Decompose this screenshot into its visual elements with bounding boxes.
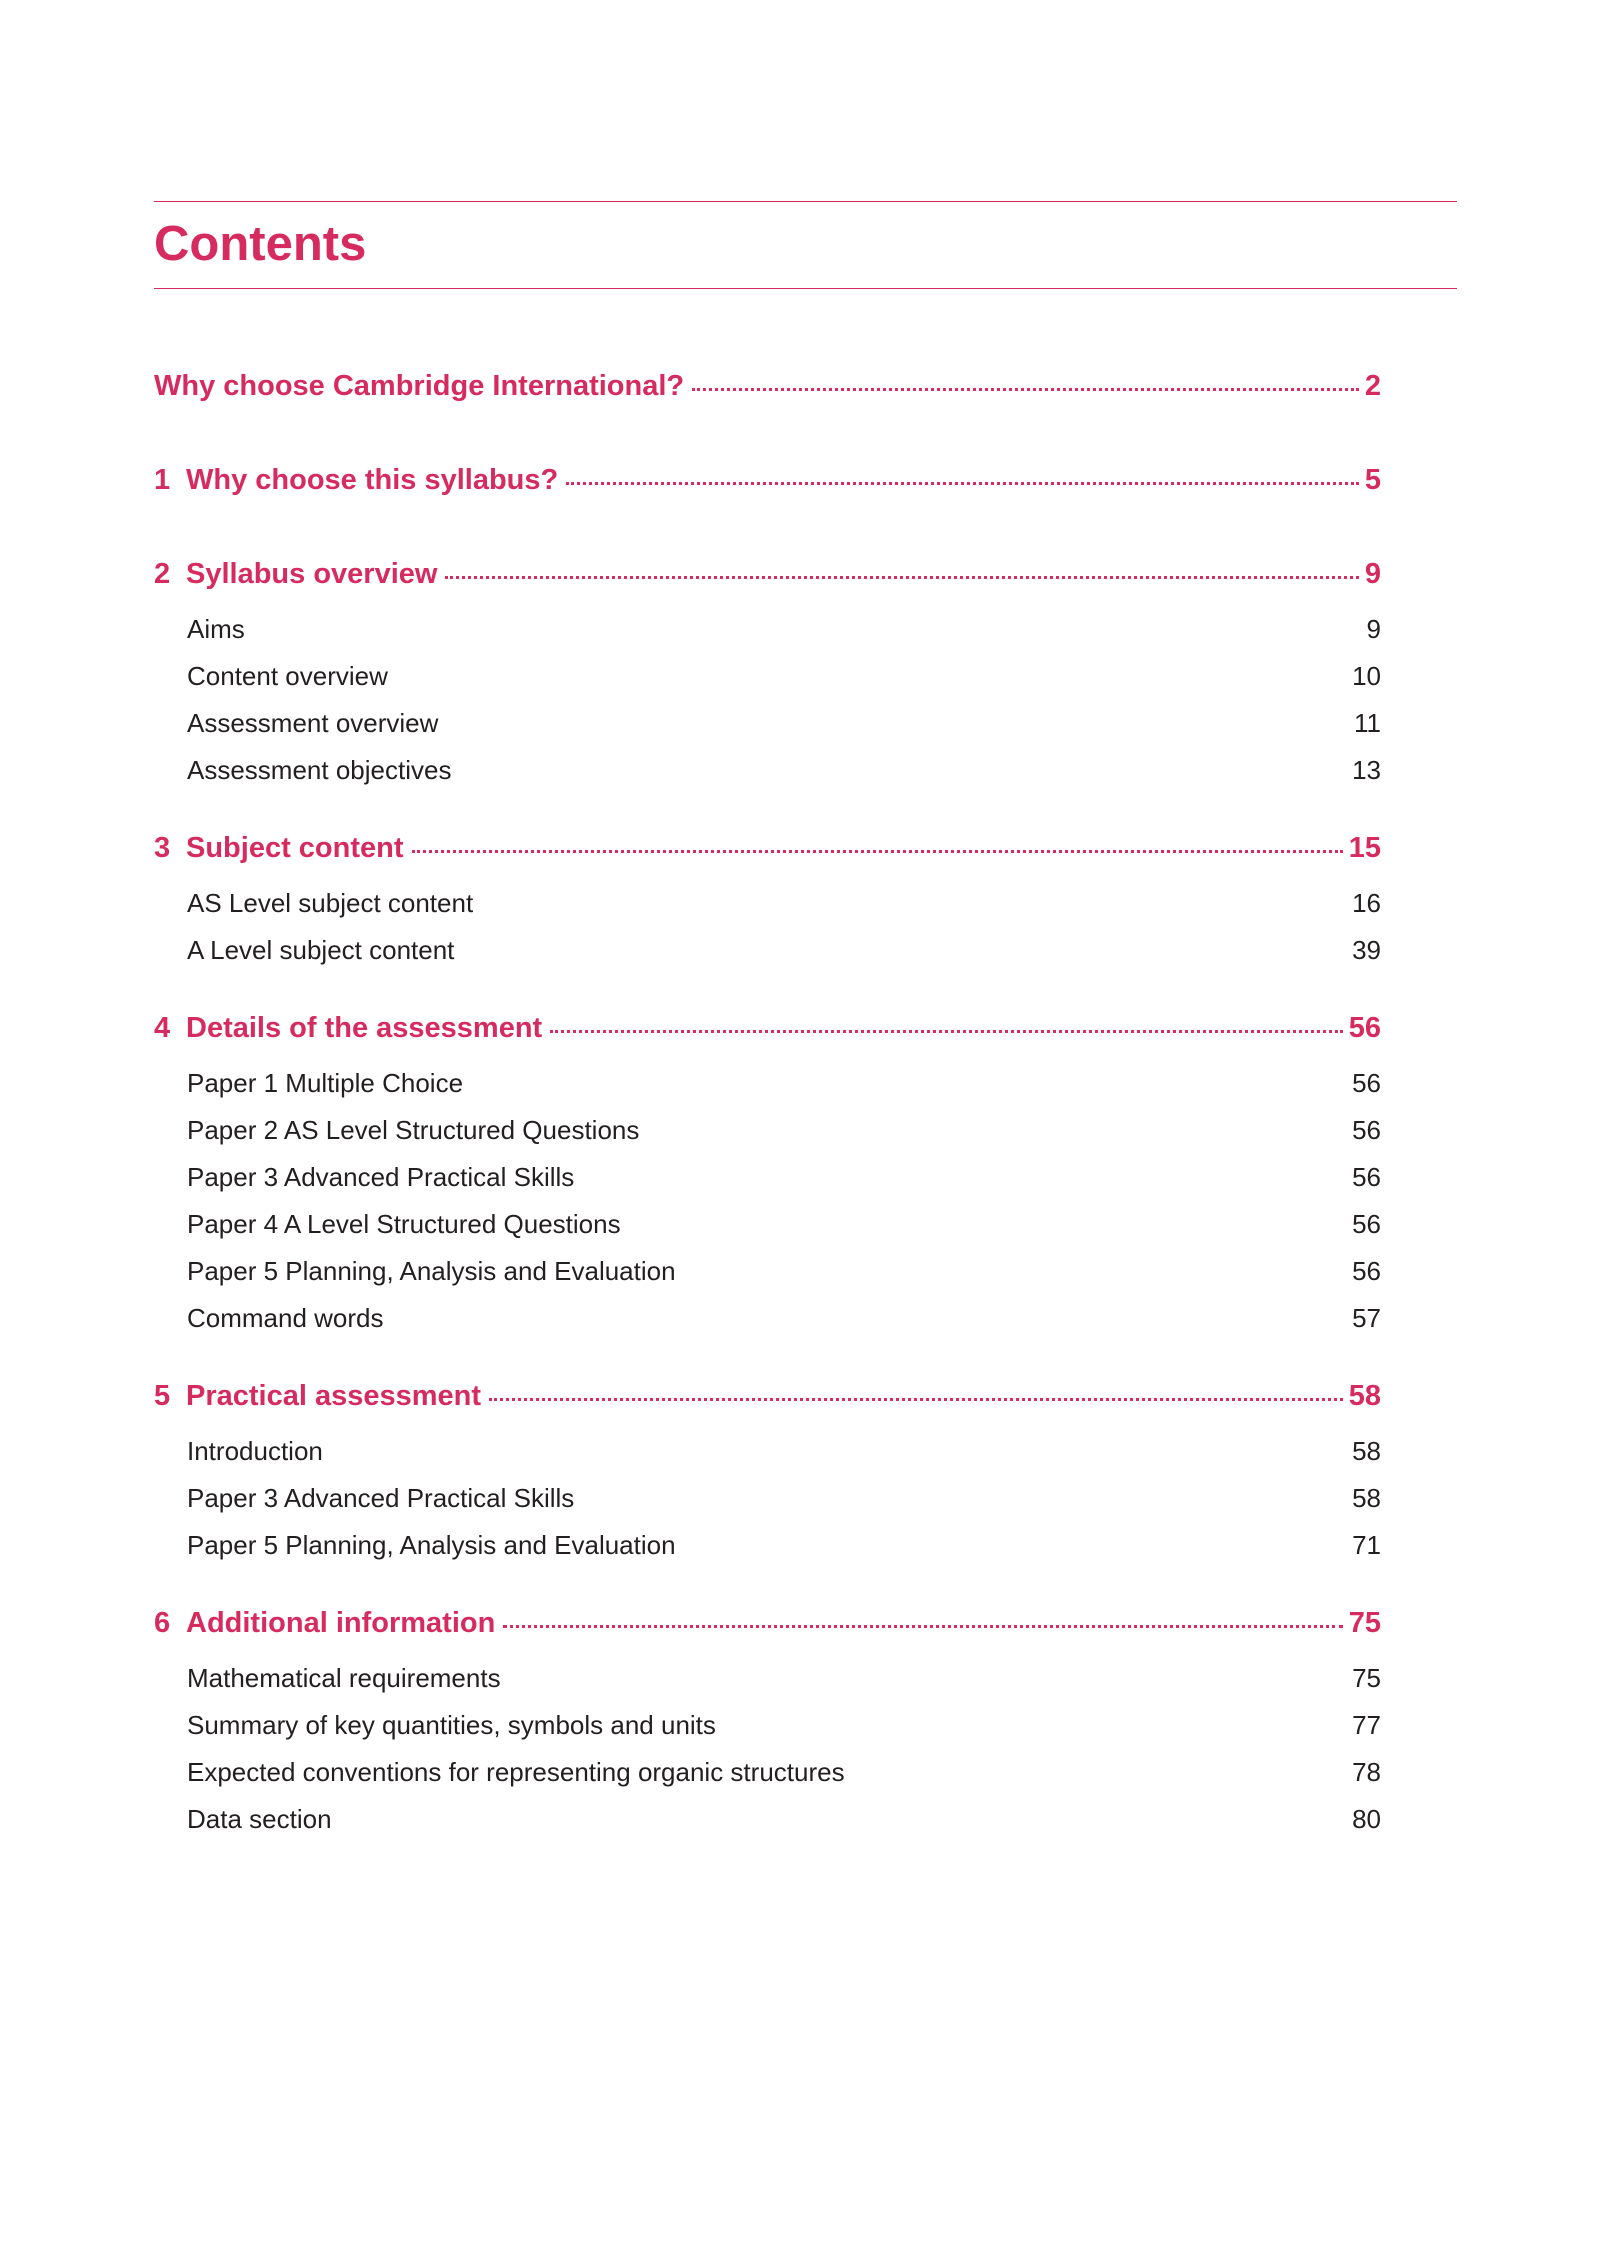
toc-sub-entry[interactable] [154, 1483, 1381, 1530]
toc-sub-entry[interactable] [154, 1663, 1381, 1710]
toc-sub-page: 58 [1352, 1436, 1381, 1466]
toc-sub-page: 56 [1352, 1068, 1381, 1098]
toc-sub-page: 39 [1352, 935, 1381, 965]
dot-leader [445, 576, 1358, 579]
toc-sub-page: 80 [1352, 1804, 1381, 1834]
toc-sub-entry[interactable] [154, 1256, 1381, 1303]
toc-sub-title: Summary of key quantities, symbols and units [187, 1710, 716, 1740]
toc-section [154, 370, 1381, 426]
toc-sub-page: 11 [1354, 708, 1381, 738]
toc-section-number: 3 [154, 832, 171, 864]
toc-sub-entry[interactable] [154, 935, 1381, 982]
dot-leader [489, 1398, 1343, 1401]
toc-sub-entry[interactable] [154, 1757, 1381, 1804]
toc-sub-entry[interactable] [154, 1068, 1381, 1115]
dot-leader [412, 850, 1343, 853]
toc-section-number: 4 [154, 1012, 171, 1044]
toc-sub-title: Paper 5 Planning, Analysis and Evaluation [187, 1256, 676, 1286]
toc-sub-title: Paper 1 Multiple Choice [187, 1068, 464, 1098]
toc-sub-title: Paper 3 Advanced Practical Skills [187, 1483, 575, 1513]
toc-main-entry[interactable] [154, 832, 1381, 888]
toc-sub-page: 57 [1352, 1303, 1381, 1333]
toc-section [154, 1607, 1381, 1851]
toc-section-page: 2 [1364, 370, 1381, 402]
toc-section-number: 6 [154, 1607, 171, 1639]
dot-leader [692, 388, 1359, 391]
toc-main-entry[interactable] [154, 1607, 1381, 1663]
toc-sub-title: AS Level subject content [187, 888, 474, 918]
toc-sub-title: Content overview [187, 661, 388, 691]
toc-sub-page: 78 [1352, 1757, 1381, 1787]
page-title: Contents [154, 217, 367, 271]
title-bottom-rule [154, 288, 1457, 289]
toc-sub-page: 71 [1352, 1530, 1381, 1560]
toc-sub-page: 77 [1352, 1710, 1381, 1740]
toc-section [154, 1380, 1381, 1577]
toc-sub-title: Data section [187, 1804, 332, 1834]
toc-sub-title: Paper 2 AS Level Structured Questions [187, 1115, 640, 1145]
title-top-rule [154, 201, 1457, 202]
toc-section-number: 5 [154, 1380, 171, 1412]
toc-sub-entry[interactable] [154, 1436, 1381, 1483]
dot-leader [566, 482, 1359, 485]
toc-sub-title: Expected conventions for representing organic structures [187, 1757, 845, 1787]
toc-main-entry[interactable] [154, 1012, 1381, 1068]
toc-sub-title: Assessment objectives [187, 755, 452, 785]
toc-sub-entry[interactable] [154, 1804, 1381, 1851]
toc-section-title: Additional information [186, 1607, 496, 1639]
toc-sub-title: Mathematical requirements [187, 1663, 501, 1693]
toc-section-page: 56 [1348, 1012, 1381, 1044]
toc-sub-entry[interactable] [154, 708, 1381, 755]
toc-section [154, 558, 1381, 802]
toc-section-title: Why choose Cambridge International? [154, 370, 685, 402]
toc-section-number: 2 [154, 558, 171, 590]
toc-sub-title: Paper 4 A Level Structured Questions [187, 1209, 621, 1239]
toc-sub-entry[interactable] [154, 1530, 1381, 1577]
toc-section-title: Subject content [186, 832, 404, 864]
toc-main-entry[interactable] [154, 464, 1381, 520]
toc-sub-page: 56 [1352, 1162, 1381, 1192]
toc-sub-title: Aims [187, 614, 245, 644]
toc-sub-page: 75 [1352, 1663, 1381, 1693]
toc-sub-page: 56 [1352, 1115, 1381, 1145]
toc-sub-title: Introduction [187, 1436, 323, 1466]
toc-sub-page: 16 [1352, 888, 1381, 918]
toc-section-page: 9 [1364, 558, 1381, 590]
toc-section-number: 1 [154, 464, 171, 496]
toc-section-page: 75 [1348, 1607, 1381, 1639]
toc-sub-title: Command words [187, 1303, 384, 1333]
toc-sub-entry[interactable] [154, 1115, 1381, 1162]
toc-sub-page: 56 [1352, 1209, 1381, 1239]
toc-sub-entry[interactable] [154, 755, 1381, 802]
toc-sub-entry[interactable] [154, 1162, 1381, 1209]
toc-section [154, 1012, 1381, 1350]
toc-sub-entry[interactable] [154, 661, 1381, 708]
toc-sub-page: 58 [1352, 1483, 1381, 1513]
toc-sub-page: 56 [1352, 1256, 1381, 1286]
toc-section-title: Details of the assessment [186, 1012, 543, 1044]
toc-section-title: Why choose this syllabus? [186, 464, 559, 496]
toc-main-entry[interactable] [154, 1380, 1381, 1436]
toc-sub-entry[interactable] [154, 1710, 1381, 1757]
toc-sub-page: 10 [1352, 661, 1381, 691]
toc-section [154, 464, 1381, 520]
toc-sub-title: A Level subject content [187, 935, 455, 965]
table-of-contents [154, 370, 1381, 1881]
toc-sub-entry[interactable] [154, 888, 1381, 935]
toc-sub-title: Paper 3 Advanced Practical Skills [187, 1162, 575, 1192]
toc-section-title: Practical assessment [186, 1380, 482, 1412]
toc-sub-entry[interactable] [154, 614, 1381, 661]
toc-sub-title: Assessment overview [187, 708, 439, 738]
toc-sub-page: 9 [1366, 614, 1381, 644]
toc-section [154, 832, 1381, 982]
toc-sub-entry[interactable] [154, 1303, 1381, 1350]
toc-section-page: 58 [1348, 1380, 1381, 1412]
toc-sub-title: Paper 5 Planning, Analysis and Evaluation [187, 1530, 676, 1560]
toc-section-page: 5 [1364, 464, 1381, 496]
toc-sub-entry[interactable] [154, 1209, 1381, 1256]
dot-leader [550, 1030, 1343, 1033]
toc-section-title: Syllabus overview [186, 558, 438, 590]
toc-section-page: 15 [1348, 832, 1381, 864]
dot-leader [503, 1625, 1342, 1628]
toc-main-entry[interactable] [154, 370, 1381, 426]
toc-sub-page: 13 [1352, 755, 1381, 785]
toc-main-entry[interactable] [154, 558, 1381, 614]
